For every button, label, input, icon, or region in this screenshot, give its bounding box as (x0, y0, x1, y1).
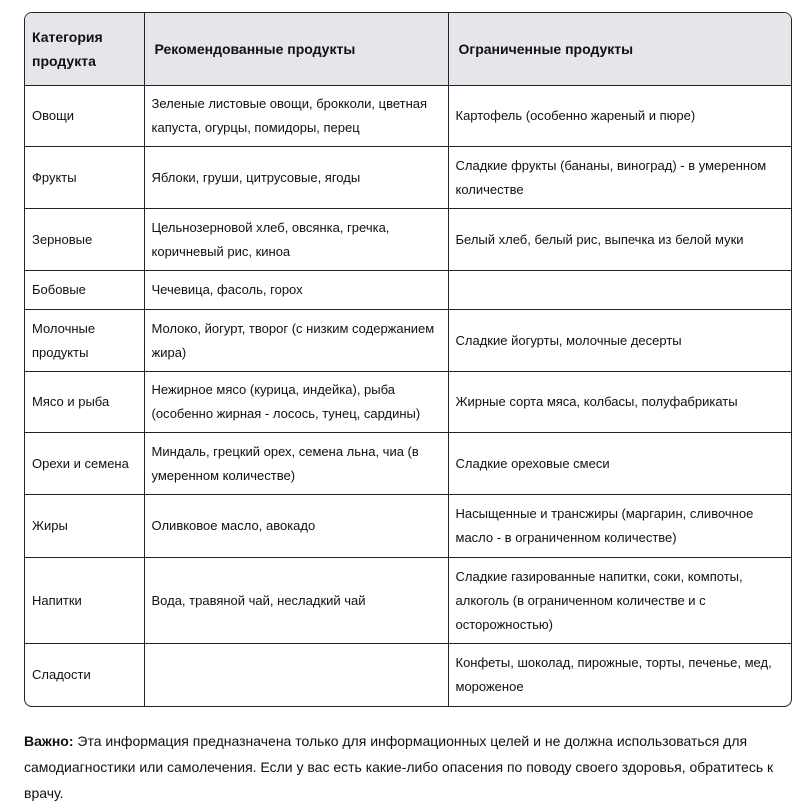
cell-limited: Белый хлеб, белый рис, выпечка из белой муки (448, 209, 791, 271)
cell-recommended: Вода, травяной чай, несладкий чай (144, 558, 448, 644)
cell-category: Напитки (25, 558, 144, 644)
cell-limited: Жирные сорта мяса, колбасы, полуфабрикаты (448, 372, 791, 433)
cell-recommended: Цельнозерновой хлеб, овсянка, гречка, коричневый рис, киноа (144, 209, 448, 271)
cell-limited: Сладкие фрукты (бананы, виноград) - в умеренном количестве (448, 147, 791, 209)
table-row (25, 209, 791, 271)
cell-recommended: Яблоки, груши, цитрусовые, ягоды (144, 147, 448, 209)
cell-category: Сладости (25, 644, 144, 706)
cell-recommended: Чечевица, фасоль, горох (144, 271, 448, 310)
header-category: Категория продукта (25, 13, 144, 86)
cell-category: Молочные продукты (25, 310, 144, 372)
cell-recommended: Молоко, йогурт, творог (с низким содержанием жира) (144, 310, 448, 372)
cell-category: Орехи и семена (25, 433, 144, 495)
table-row (25, 86, 791, 147)
cell-limited (448, 271, 791, 310)
table-header-row (25, 13, 791, 86)
cell-recommended: Оливковое масло, авокадо (144, 495, 448, 558)
cell-category: Зерновые (25, 209, 144, 271)
table-row (25, 271, 791, 310)
cell-limited: Картофель (особенно жареный и пюре) (448, 86, 791, 147)
note-text: Эта информация предназначена только для информационных целей и не должна использоваться для самодиагностики или самолечения. Если у вас есть какие-либо опасения по поводу своего здоровья, обратитесь к врачу. (24, 733, 774, 801)
cell-limited: Конфеты, шоколад, пирожные, торты, печенье, мед, мороженое (448, 644, 791, 706)
table-row (25, 372, 791, 433)
table-row (25, 495, 791, 558)
cell-recommended: Зеленые листовые овощи, брокколи, цветная капуста, огурцы, помидоры, перец (144, 86, 448, 147)
cell-category: Фрукты (25, 147, 144, 209)
cell-recommended (144, 644, 448, 706)
cell-category: Жиры (25, 495, 144, 558)
cell-limited: Сладкие газированные напитки, соки, компоты, алкоголь (в ограниченном количестве и с осторожностью) (448, 558, 791, 644)
diet-table (25, 13, 791, 706)
table-row (25, 147, 791, 209)
table-row (25, 558, 791, 644)
cell-category: Овощи (25, 86, 144, 147)
table-row (25, 310, 791, 372)
header-limited: Ограниченные продукты (448, 13, 791, 86)
cell-limited: Сладкие ореховые смеси (448, 433, 791, 495)
table-row (25, 433, 791, 495)
cell-category: Бобовые (25, 271, 144, 310)
cell-recommended: Миндаль, грецкий орех, семена льна, чиа (в умеренном количестве) (144, 433, 448, 495)
cell-recommended: Нежирное мясо (курица, индейка), рыба (особенно жирная - лосось, тунец, сардины) (144, 372, 448, 433)
diet-table-container (24, 12, 792, 707)
table-row (25, 644, 791, 706)
cell-limited: Сладкие йогурты, молочные десерты (448, 310, 791, 372)
cell-limited: Насыщенные и трансжиры (маргарин, сливочное масло - в ограниченном количестве) (448, 495, 791, 558)
disclaimer-note (24, 728, 794, 806)
cell-category: Мясо и рыба (25, 372, 144, 433)
note-label: Важно: (24, 733, 74, 749)
header-recommended: Рекомендованные продукты (144, 13, 448, 86)
